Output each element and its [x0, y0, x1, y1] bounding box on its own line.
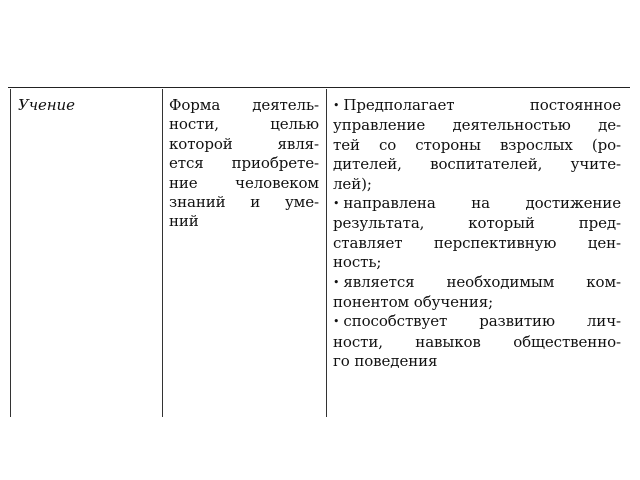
property-line: управление деятельностью де-: [333, 116, 621, 135]
definition-line: ние человеком: [169, 173, 319, 192]
column-divider-1: [162, 89, 163, 417]
property-line: лей);: [333, 174, 372, 193]
table-left-border: [10, 89, 11, 417]
property-item-first-line: • способствует развитию лич-: [333, 312, 621, 331]
term-cell: [18, 96, 154, 115]
definition-line: которой явля-: [169, 134, 319, 153]
property-line: ности, навыков общественно-: [333, 332, 621, 351]
definition-line: ний: [169, 212, 199, 231]
property-item-first-line: • Предполагает постоянное: [333, 96, 621, 114]
property-line: ность;: [333, 253, 382, 272]
property-line: дителей, воспитателей, учите-: [333, 155, 621, 174]
property-line: го поведения: [333, 352, 438, 371]
property-line: результата, который пред-: [333, 214, 621, 233]
properties-cell: [333, 96, 621, 372]
definition-line: знаний и уме-: [169, 193, 319, 212]
property-line: понентом обучения;: [333, 293, 494, 312]
definition-line: ности, целью: [169, 115, 319, 134]
property-item-first-line: • является необходимым ком-: [333, 272, 621, 291]
term-text: Учение: [18, 96, 75, 114]
definition-line: Форма деятель-: [169, 96, 319, 114]
property-line: тей со стороны взрослых (ро-: [333, 135, 621, 154]
property-item-first-line: • направлена на достижение: [333, 194, 621, 213]
bullet-icon: •: [333, 197, 340, 211]
definition-line: ется приобрете-: [169, 154, 319, 173]
definition-cell: [169, 96, 319, 232]
table-top-rule: [8, 87, 630, 88]
bullet-icon: •: [333, 275, 340, 289]
bullet-icon: •: [333, 315, 340, 329]
column-divider-2: [326, 89, 327, 417]
property-line: ставляет перспективную цен-: [333, 233, 621, 252]
bullet-icon: •: [333, 99, 340, 112]
